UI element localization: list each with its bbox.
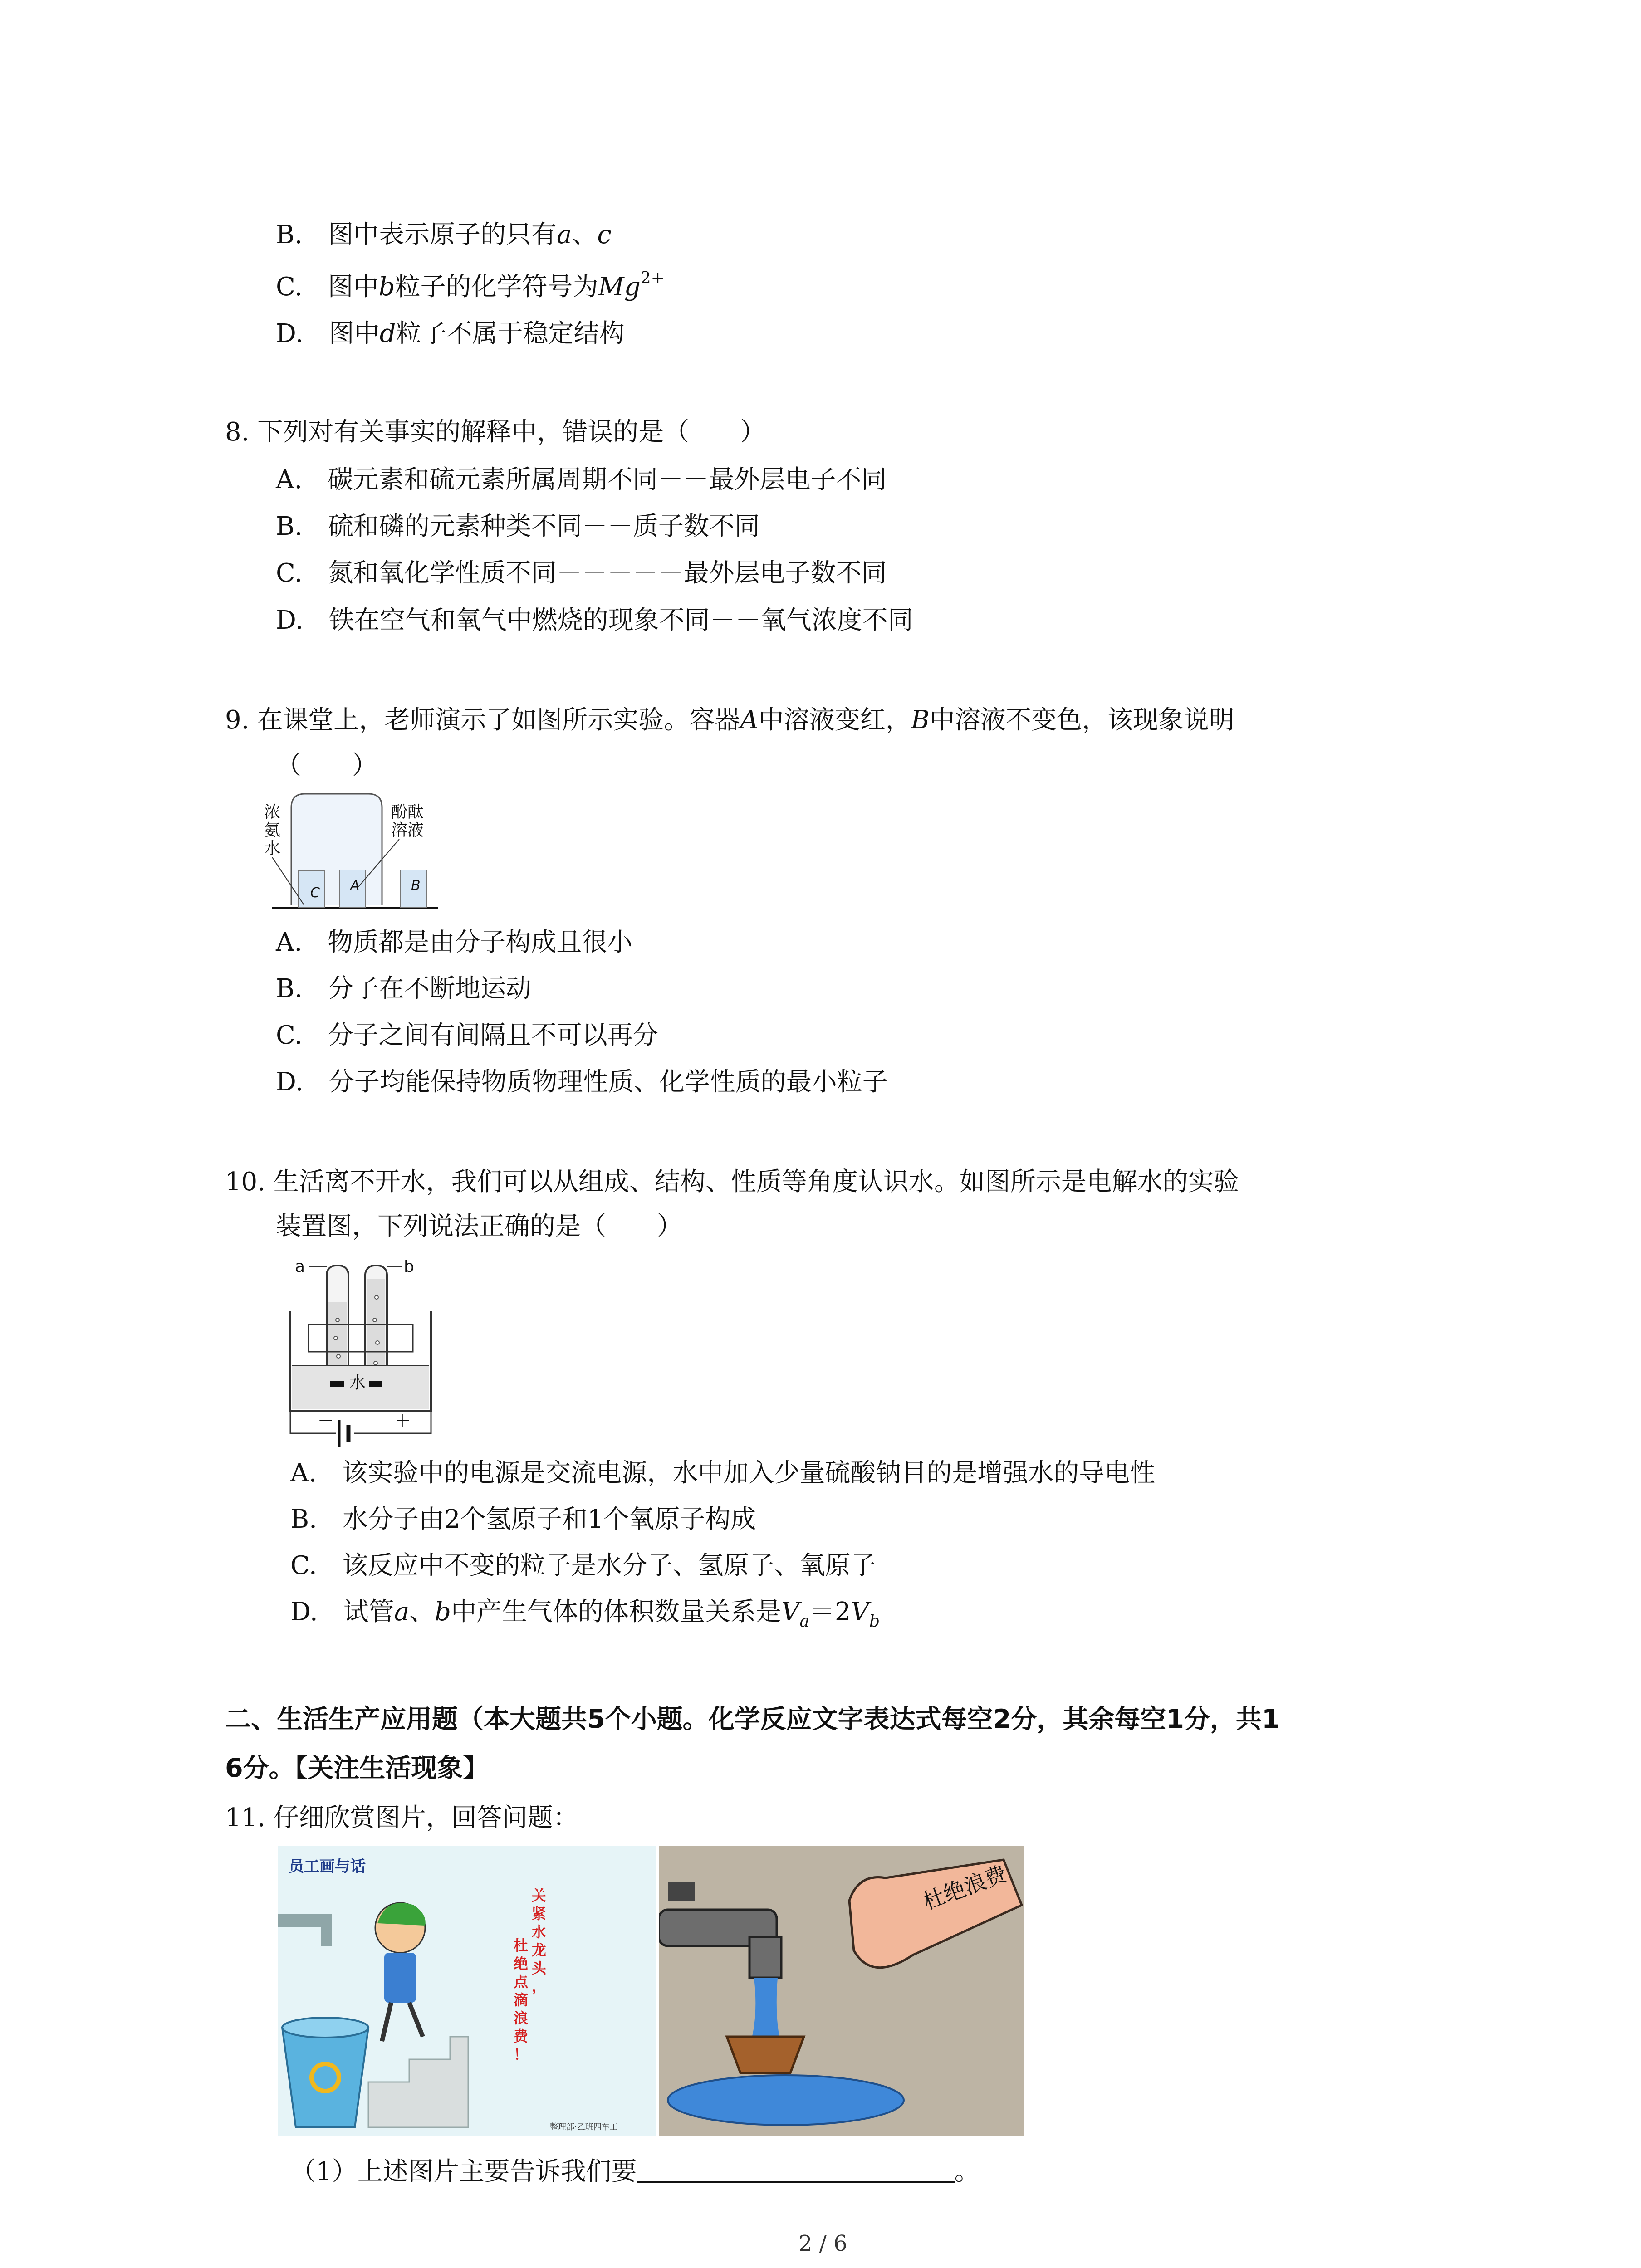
q10-stem-line2: 装置图，下列说法正确的是（ ） xyxy=(276,1212,682,1241)
label-tube-a: a xyxy=(295,1257,305,1276)
answer-blank[interactable] xyxy=(637,2163,955,2183)
svg-text:！: ！ xyxy=(514,2046,529,2063)
q11-sub1: （1）上述图片主要告诉我们要 。 xyxy=(290,2157,980,2186)
q9-option-a: A. 物质都是由分子构成且很小 xyxy=(276,928,633,957)
q9-paren: （ ） xyxy=(276,751,377,780)
svg-text:费: 费 xyxy=(514,2028,529,2045)
label-a: A xyxy=(350,878,360,894)
svg-text:关: 关 xyxy=(532,1887,547,1904)
bubble xyxy=(336,1318,339,1322)
bubble xyxy=(376,1341,379,1344)
q9-option-d: D. 分子均能保持物质物理性质、化学性质的最小粒子 xyxy=(276,1067,888,1097)
poster-character-body xyxy=(384,1953,416,2003)
svg-text:水: 水 xyxy=(532,1923,547,1941)
poster-bucket xyxy=(282,2028,368,2127)
q8-stem: 8. 下列对有关事实的解释中，错误的是（ ） xyxy=(225,417,766,447)
bubble xyxy=(373,1318,377,1322)
section2-heading-line1: 二、生活生产应用题（本大题共5个小题。化学反应文字表达式每空2分，其余每空1分，共1 xyxy=(225,1704,1280,1734)
cartoon-puddle xyxy=(668,2075,904,2125)
q10-stem-line1: 10. 生活离不开水，我们可以从组成、结构、性质等角度认识水。如图所示是电解水的实验 xyxy=(225,1167,1239,1197)
wire-right xyxy=(354,1411,431,1433)
label-b: B xyxy=(411,878,421,894)
label-phenol-2: 溶液 xyxy=(391,821,424,840)
bubble xyxy=(375,1295,378,1299)
svg-text:浪: 浪 xyxy=(514,2009,529,2027)
svg-text:头: 头 xyxy=(532,1960,547,1977)
q7-option-c: C. 图中b粒子的化学符号为$Mg^{2+}$ xyxy=(276,269,665,302)
label-ammonia-3: 水 xyxy=(264,839,281,858)
label-c: C xyxy=(310,885,320,901)
q7-option-b: B. 图中表示原子的只有a、c xyxy=(276,220,612,249)
poster-bucket-rim xyxy=(282,2018,368,2038)
svg-text:点: 点 xyxy=(514,1973,529,1990)
cartoon-faucet-handle xyxy=(668,1882,695,1901)
label-ammonia-2: 氨 xyxy=(264,821,281,840)
q9-stem: 9. 在课堂上，老师演示了如图所示实验。容器A中溶液变红，B中溶液不变色，该现象说明 xyxy=(225,705,1234,735)
q11-cartoon-image xyxy=(659,1846,1024,2136)
q10-figure xyxy=(281,1252,445,1461)
q10-option-b: B. 水分子由2个氢原子和1个氧原子构成 xyxy=(290,1505,756,1534)
cartoon-faucet-spout xyxy=(749,1937,781,1978)
label-minus: － xyxy=(318,1412,334,1431)
q8-option-d: D. 铁在空气和氧气中燃烧的现象不同－－氧气浓度不同 xyxy=(276,606,913,635)
svg-text:杜: 杜 xyxy=(514,1937,529,1954)
svg-text:紧: 紧 xyxy=(532,1905,547,1922)
bubble xyxy=(334,1336,338,1340)
cartoon-slogan: 杜绝浪费 xyxy=(919,1861,1010,1915)
electrode-a xyxy=(330,1381,344,1387)
section2-heading-line2: 6分。【关注生活现象】 xyxy=(225,1753,489,1783)
q9-option-c: C. 分子之间有间隔且不可以再分 xyxy=(276,1021,658,1050)
q11-stem: 11. 仔细欣赏图片，回答问题： xyxy=(225,1803,578,1833)
trough-inner xyxy=(309,1325,413,1352)
q8-option-a: A. 碳元素和硫元素所属周期不同－－最外层电子不同 xyxy=(276,465,887,494)
svg-text:滴: 滴 xyxy=(514,1991,529,2009)
q8-option-b: B. 硫和磷的元素种类不同－－质子数不同 xyxy=(276,512,760,541)
cartoon-basin xyxy=(727,2037,804,2073)
page-number: 2 / 6 xyxy=(798,2231,847,2256)
q10-option-d: D. 试管a、b中产生气体的体积数量关系是$V_a=2V_b$ xyxy=(290,1597,880,1631)
electrode-b xyxy=(369,1381,382,1387)
svg-text:绝: 绝 xyxy=(514,1955,529,1972)
label-plus: ＋ xyxy=(395,1412,411,1431)
q10-option-c: C. 该反应中不变的粒子是水分子、氢原子、氧原子 xyxy=(290,1551,876,1580)
poster-title: 员工画与话 xyxy=(289,1857,366,1876)
label-ammonia-1: 浓 xyxy=(264,803,281,821)
q8-option-c: C. 氮和氧化学性质不同－－－－－最外层电子数不同 xyxy=(276,558,887,588)
q9-option-b: B. 分子在不断地运动 xyxy=(276,974,531,1003)
bubble xyxy=(374,1361,377,1365)
svg-text:龙: 龙 xyxy=(532,1941,547,1959)
q7-option-d: D. 图中d粒子不属于稳定结构 xyxy=(276,319,625,348)
poster-faucet-spout xyxy=(321,1914,332,1946)
svg-text:，: ， xyxy=(532,1978,547,1995)
bubble xyxy=(337,1354,340,1358)
label-water: 水 xyxy=(349,1374,366,1392)
label-tube-b: b xyxy=(404,1257,414,1276)
q10-option-a: A. 该实验中的电源是交流电源，水中加入少量硫酸钠目的是增强水的导电性 xyxy=(290,1458,1156,1488)
poster-footer: 整理部·乙班四车工 xyxy=(550,2122,618,2132)
label-phenol-1: 酚酞 xyxy=(391,803,424,821)
q11-poster-image xyxy=(278,1846,656,2136)
q9-figure xyxy=(263,789,445,916)
